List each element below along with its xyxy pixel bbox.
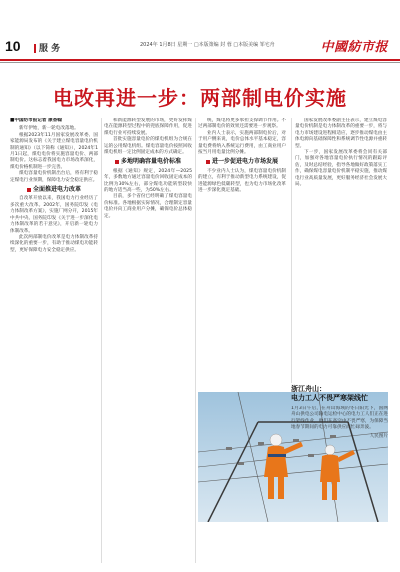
column-divider	[291, 118, 292, 383]
subhead: 进一步促进电力市场发展	[198, 159, 286, 165]
column-divider	[101, 118, 102, 563]
column-3	[198, 118, 286, 388]
paragraph: 根据《通知》规定，2024年—2025年，多数地方通过容量电价回收固定成本的比例为30%左右，部分煤电功能转型较快的地方适当高一些，为50%左右。	[104, 168, 192, 194]
photo-caption: 1月3日午后，在舟山海域的冬日阳光下，国网舟山供电公司输电运检中心的电力工人们正在进行架线作业，他们在高空中不畏严寒，为保障当地春节期间的电力可靠供应而忙碌奔波。	[291, 406, 388, 431]
subhead: 多地明确容量电价标准	[104, 159, 192, 165]
paragraph: 不少业内人士认为，煤电容量电价机制的建立，有利于推动新型电力系统建设，促进能源绿色低碳转型，也为电力市场化改革进一步深化奠定基础。	[198, 168, 286, 194]
byline: ■中国纺市报记者 康香翰	[10, 118, 62, 123]
subhead: 全面推进电力改革	[10, 187, 98, 193]
paragraph: 统，煤电将更多承担支撑调节作用。不过两部制电价的效果还需要进一步观察。	[198, 118, 286, 130]
article-headline: 电改再进一步：两部制电价实施	[53, 86, 347, 110]
masthead	[0, 0, 400, 62]
column-divider	[195, 118, 196, 563]
paragraph: 下一步，国家发展改革委将会同有关部门，加强对各地容量电价执行情况的跟踪评估，及时总结经验，指导各地做好政策落实工作，确保煤电容量电价机制平稳实施，推动煤电行业高质量发展，更好服务经济社会发展大局。	[295, 150, 387, 188]
paragraph: 和新能源转型发展的市场，更好发挥煤电在能源转型过程中的兜底保障作用，促进煤电行业可持续发展。	[104, 118, 192, 136]
photo-title	[291, 384, 388, 402]
paragraph: 目前，多个省份已经明确了煤电容量电价标准。各地根据实际情况，合理制定容量电价并向工商业用户分摊，确保电价总体稳定。	[104, 194, 192, 219]
paragraph: 业内人士表示，实施两部制电价后，对于用户侧来说，电价总体水平基本稳定，容量电费将纳入系统运行费用，由工商业用户按当月用电量比例分摊。	[198, 130, 286, 156]
paragraph: 自改革开放以来，我国电力行业经历了多次重大改革。2002年，国务院印发《电力体制改革方案》，实施厂网分开，2015年中共中央、国务院印发《关于进一步深化电力体制改革的若干意见》，开启新一轮电力体制改革。	[10, 196, 98, 234]
dateline: 2024年 1月8日 星期一 □本版策编 封 蓉 □本版美编 邹宅舟	[140, 42, 275, 48]
section-label: 服 务	[34, 41, 60, 54]
newspaper-logo: 中國紡市报	[320, 40, 388, 55]
page-number: 10	[5, 38, 21, 54]
column-1	[10, 118, 98, 563]
column-2	[104, 118, 192, 563]
header-rule-thin	[0, 62, 400, 63]
paragraph: 根据2023年11月国家发展改革委、国家能源局发布的《关于建立煤电容量电价机制的通知》（以下简称《通知》），2024年1月1日起，煤电电价将实施容量电价、两部制电价。这标志着我国电力市场改革深化，煤电价格机制进一步完善。	[10, 132, 98, 170]
photo-credit: 人民图片	[369, 433, 388, 439]
photo-caption-block	[291, 406, 388, 556]
photo-title-line: 电力工人不畏严寒架线忙	[291, 393, 368, 402]
paragraph: 首批实施容量电价的煤电机组为合规在运的公用煤电机组。煤电容量电价按照回收煤电机组一定比例固定成本的方式确定。	[104, 137, 192, 156]
header-rule	[0, 59, 400, 61]
paragraph: 此次两部制电价改革是电力体制改革持续深化的重要一步，有助于推动煤电功能转型，更好保障电力安全稳定供应。	[10, 234, 98, 253]
paragraph: 煤电容量电价机制出台后，将有利于稳定煤电行业预期，保障电力安全稳定供应。	[10, 171, 98, 183]
photo-title-line: 浙江舟山：	[291, 384, 326, 393]
paragraph: 国家发展改革委副主任表示，建立煤电容量电价机制是电力体制改革的重要一步，将与电力市场建设进程相适应，逐步推动煤电由主体电源向基础保障性和系统调节性电源并重转型。	[295, 118, 387, 149]
paragraph: 新年伊始，新一轮电改落地。	[19, 126, 79, 132]
